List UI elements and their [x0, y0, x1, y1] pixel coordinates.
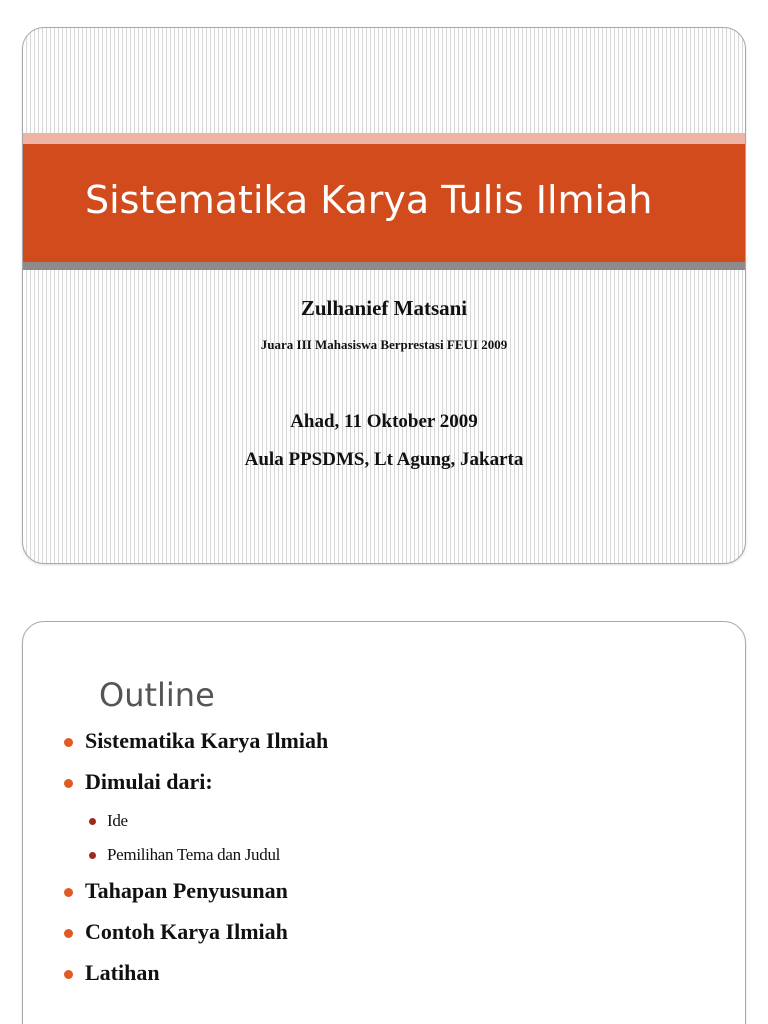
author-name: Zulhanief Matsani: [300, 296, 468, 320]
outline-item-text: Dimulai dari:: [85, 769, 213, 794]
outline-item: [63, 728, 328, 769]
bullet-icon: [64, 929, 73, 938]
title-slide: [22, 27, 746, 564]
outline-subitem-text: Pemilihan Tema dan Judul: [107, 845, 281, 864]
event-date: Ahad, 11 Oktober 2009: [290, 411, 478, 432]
title-band-accent-bottom: [23, 262, 745, 270]
sub-bullet-icon: [89, 852, 96, 859]
outline-item-text: Tahapan Penyusunan: [85, 878, 288, 903]
outline-slide: [22, 621, 746, 1024]
slide-title: Sistematika Karya Tulis Ilmiah: [85, 178, 653, 222]
bullet-icon: [64, 970, 73, 979]
outline-item: [63, 919, 328, 960]
outline-item-text: Sistematika Karya Ilmiah: [85, 728, 329, 753]
outline-subitem-text: Ide: [107, 811, 128, 830]
outline-list: [63, 728, 328, 1001]
outline-subitem: [63, 810, 328, 844]
outline-item: [63, 960, 328, 1001]
event-location: Aula PPSDMS, Lt Agung, Jakarta: [244, 449, 524, 470]
outline-title: Outline: [99, 676, 215, 714]
outline-item: [63, 769, 328, 810]
outline-item-text: Latihan: [85, 960, 160, 985]
outline-item: [63, 878, 328, 919]
bullet-icon: [64, 888, 73, 897]
outline-subitem: [63, 844, 328, 878]
author-subtitle: Juara III Mahasiswa Berprestasi FEUI 2009: [260, 337, 508, 352]
sub-bullet-icon: [89, 818, 96, 825]
bullet-icon: [64, 738, 73, 747]
bullet-icon: [64, 779, 73, 788]
title-band-accent-top: [23, 133, 745, 144]
outline-item-text: Contoh Karya Ilmiah: [85, 919, 288, 944]
